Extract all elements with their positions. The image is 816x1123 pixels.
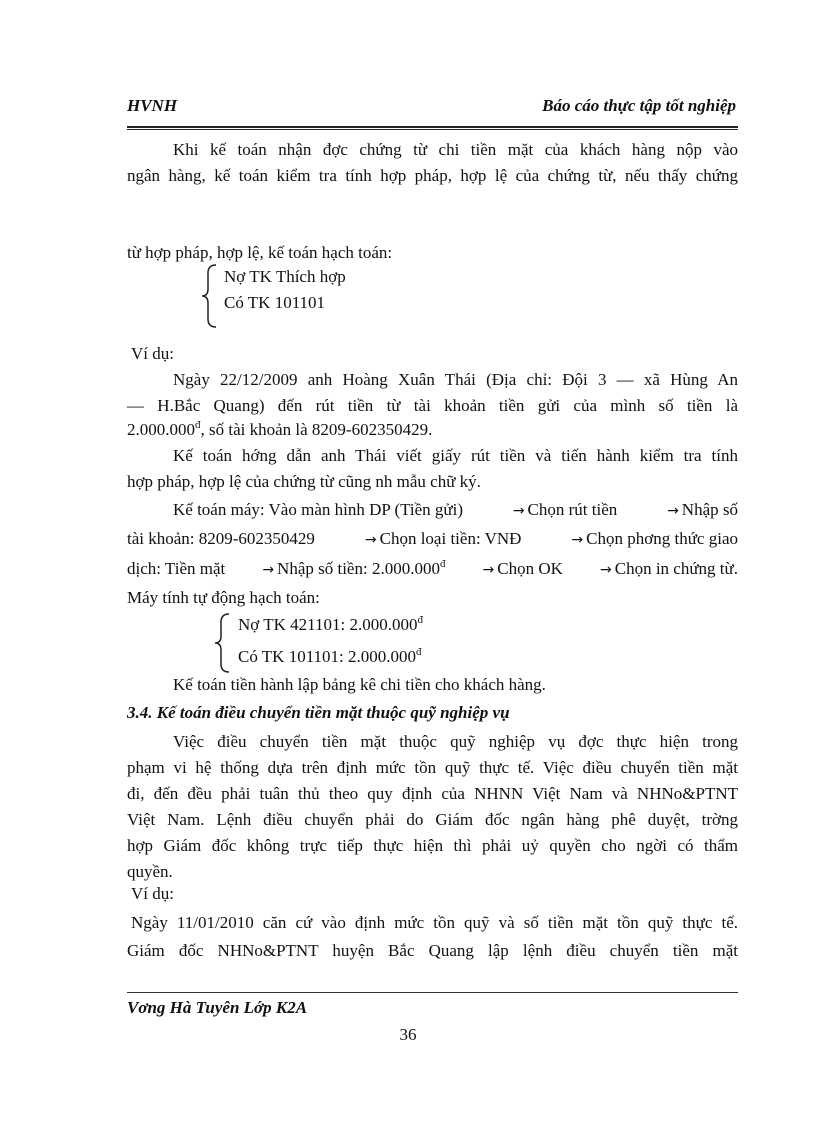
journal-debit: Nợ TK Thích hợp (224, 267, 346, 286)
journal-debit: Nợ TK 421101: $2.000.000^đ$ (238, 614, 423, 634)
journal-credit: Có TK 101101 (224, 293, 326, 312)
paragraph-line: Kế toán hớng dẫn anh Thái viết giấy rút tiền và tiến hành kiểm tra tính (173, 446, 738, 465)
arrow-right-icon: → (364, 532, 377, 548)
example-label: Ví dụ: (131, 344, 174, 363)
paragraph-line: đi, đến đều phải tuân thủ theo quy định của NHNN Việt Nam và NHNo&PTNT (127, 784, 738, 803)
footer-rule (127, 992, 738, 993)
paragraph-line: từ hợp pháp, hợp lệ, kế toán hạch toán: (127, 243, 393, 262)
brace-icon (213, 612, 233, 674)
paragraph-line: Ngày 11/01/2010 căn cứ vào định mức tồn quỹ và số tiền mặt tồn quỹ thực tế. (131, 913, 738, 932)
arrow-right-icon: → (667, 503, 679, 519)
header-right-title: Báo cáo thực tập tốt nghiệp (542, 96, 736, 115)
paragraph-line: ngân hàng, kế toán kiểm tra tính hợp pháp, hợp lệ của chứng từ, nếu thấy chứng (127, 166, 738, 185)
footer-author: Vơng Hà Tuyên Lớp K2A (127, 998, 308, 1017)
page-number: 36 (399, 1025, 417, 1044)
arrow-right-icon: → (512, 503, 525, 519)
paragraph-line: Việc điều chuyển tiền mặt thuộc quỹ nghiệp vụ đợc thực hiện trong (173, 732, 738, 751)
paragraph-line: — H.Bắc Quang) đến rút tiền từ tài khoản tiền gửi của mình số tiền là (127, 396, 738, 415)
paragraph-line: quyền. (127, 862, 173, 881)
arrow-right-icon: → (482, 562, 495, 578)
journal-credit: Có TK 101101: $2.000.000^đ$ (238, 646, 422, 666)
arrow-right-icon: → (600, 562, 612, 578)
header-rule (127, 126, 738, 128)
paragraph-line: phạm vi hệ thống dựa trên định mức tồn quỹ thực tế. Việc điều chuyển tiền mặt (127, 758, 738, 777)
example-label: Ví dụ: (131, 884, 174, 903)
arrow-right-icon: → (571, 532, 584, 548)
section-heading: 3.4. Kế toán điều chuyển tiền mặt thuộc quỹ nghiệp vụ (127, 703, 510, 722)
paragraph-line: $2.000.000^đ$, số tài khoản là 8209-602350429. (127, 419, 433, 439)
paragraph-line: Ngày 22/12/2009 anh Hoàng Xuân Thái (Địa chỉ: Đội 3 — xã Hùng An (173, 370, 738, 389)
paragraph-line: hợp pháp, hợp lệ của chứng từ cũng nh mẫu chữ ký. (127, 472, 481, 491)
paragraph-line: Giám đốc NHNo&PTNT huyện Bắc Quang lập lệnh điều chuyển tiền mặt (127, 941, 738, 960)
paragraph-line: Việt Nam. Lệnh điều chuyển phải do Giám đốc ngân hàng phê duyệt, trờng (127, 810, 738, 829)
header-left-title: HVNH (127, 96, 178, 115)
arrow-right-icon: → (262, 562, 275, 578)
paragraph-line: Khi kế toán nhận đợc chứng từ chi tiền mặt của khách hàng nộp vào (173, 140, 738, 159)
paragraph-line: Kế toán tiền hành lập bảng kê chi tiền cho khách hàng. (173, 675, 546, 694)
header-rule-thin (127, 129, 738, 130)
brace-icon (200, 263, 220, 329)
paragraph-line: tài khoản: 8209-602350429 → Chọn loại tiền: VNĐ → Chọn phơng thức giao (127, 529, 738, 548)
paragraph-line: Kế toán máy: Vào màn hình DP (Tiền gửi) → Chọn rút tiền → Nhập số (173, 500, 738, 519)
paragraph-line: Máy tính tự động hạch toán: (127, 588, 320, 607)
paragraph-line: hợp Giám đốc không trực tiếp thực hiện thì phải uỷ quyền cho ngời có thẩm (127, 836, 738, 855)
paragraph-line: dịch: Tiền mặt → Nhập số tiền: $2.000.000^đ$ → Chọn OK → Chọn in chứng từ. (127, 558, 738, 578)
